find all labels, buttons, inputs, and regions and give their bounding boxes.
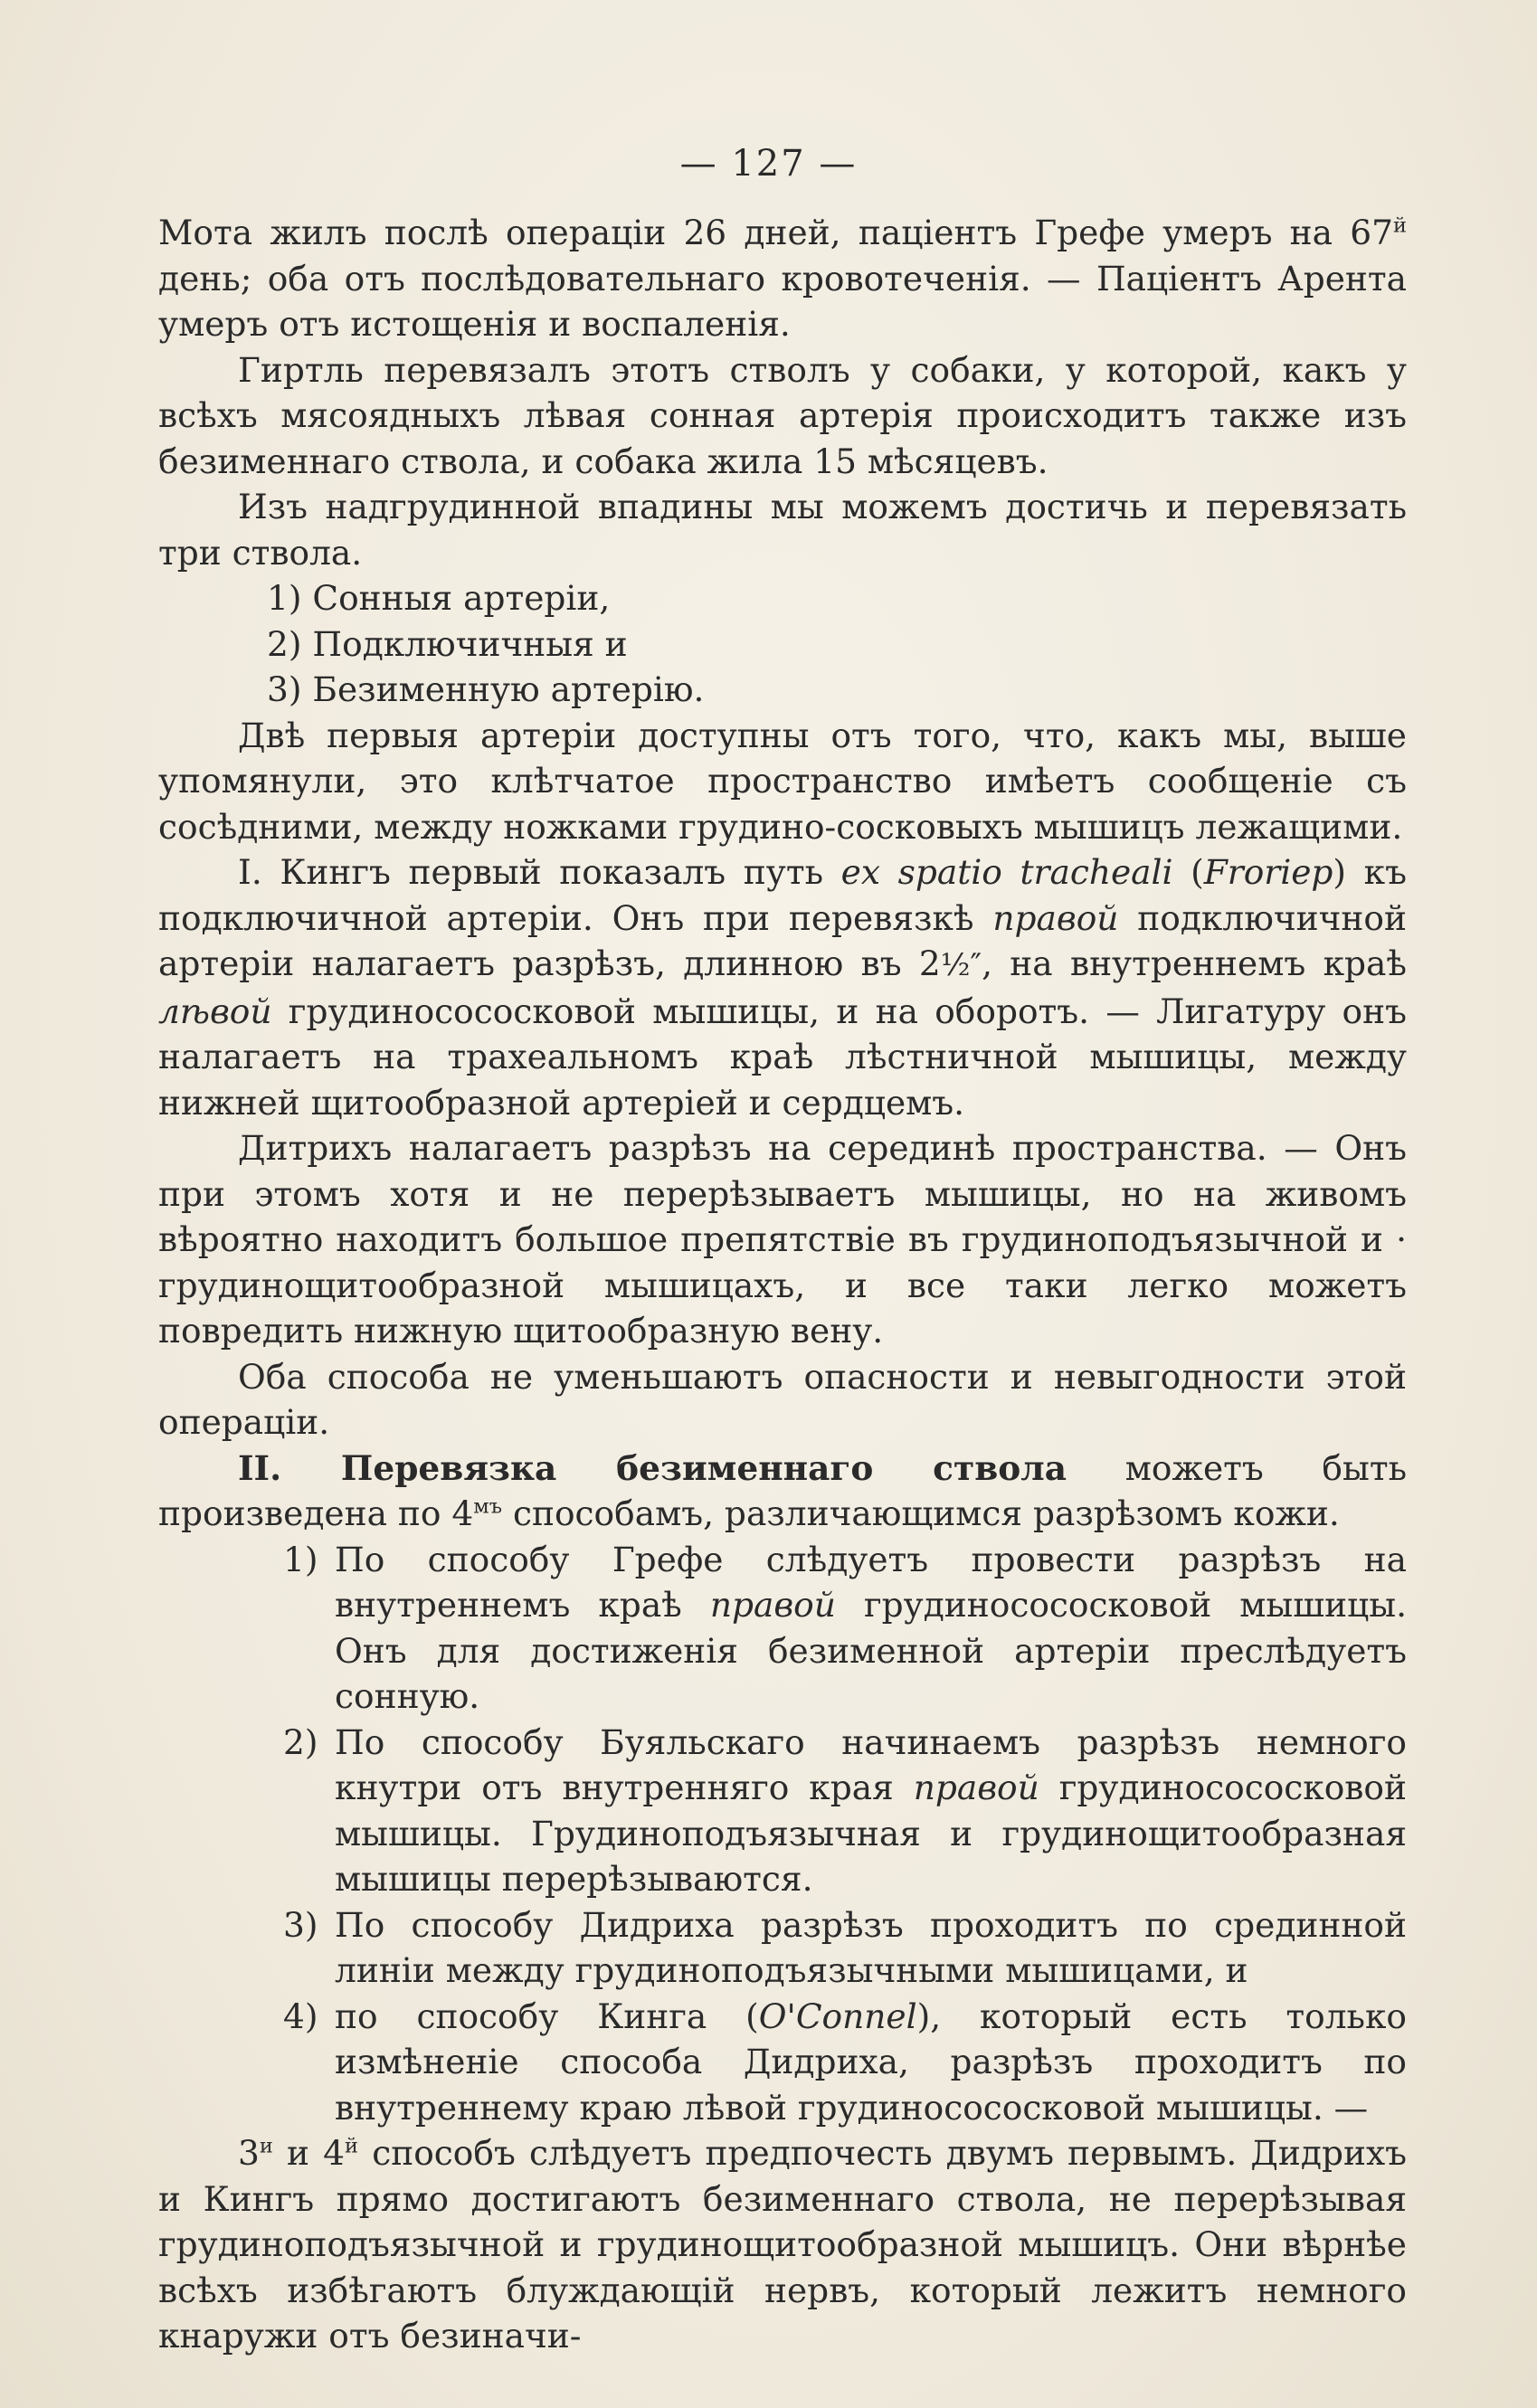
method-item <box>158 1537 1407 1720</box>
italic-phrase: O'Connel <box>758 1996 917 2036</box>
text-run: и 4 <box>272 2133 346 2173</box>
method-item <box>158 1720 1407 1902</box>
fraction: ½″ <box>940 947 982 982</box>
text-run: I. Кингъ первый показалъ путь <box>238 852 841 892</box>
text-run: ( <box>1172 852 1204 892</box>
text-run: грудиносососковой мышицы. Грудиноподъязычная и грудинощитообразная мышицы перерѣзываются. <box>335 1768 1407 1899</box>
text-run: способамъ, различающимся разрѣзомъ кожи. <box>502 1493 1340 1533</box>
method-item <box>158 1994 1407 2131</box>
item-number: 1) <box>283 1539 318 1579</box>
paragraph-3: Изъ надгрудинной впадины мы можемъ достичь и перевязать три ствола. <box>158 487 1407 573</box>
text-run: ), который есть только измѣненіе способа Дидриха, разрѣзъ проходитъ по внутреннему краю лѣвой грудиносососковой мышицы. — <box>335 1996 1407 2128</box>
text-run: По способу Дидриха разрѣзъ проходитъ по срединной линіи между грудиноподъязычными мышицами, и <box>335 1904 1407 1990</box>
text-run: грудиносососковой мышицы. Онъ для достиженія безименной артеріи преслѣдуетъ сонную. <box>335 1585 1408 1716</box>
paragraph-4: Двѣ первыя артеріи доступны отъ того, что, какъ мы, выше упомянули, это клѣтчатое пространство имѣетъ сообщеніе съ сосѣдними, между ножками грудино-сосковыхъ мышицъ лежащими. <box>158 715 1407 847</box>
text-run: способъ слѣдуетъ предпочесть двумъ первымъ. Дидрихъ и Кингъ прямо достигаютъ безименнаго ствола, не перерѣзывая грудиноподъязычной и грудинощитообразной мышицъ. Они вѣрнѣе всѣхъ избѣгаютъ блуждающій нервъ, который лежитъ немного кнаружи отъ безиначи- <box>158 2133 1407 2356</box>
list-item: 1) Сонныя артеріи, <box>267 578 611 618</box>
paragraph-9 <box>158 2130 1407 2359</box>
text-run: подключичной артеріи налагаетъ разрѣзъ, длинною въ 2 <box>158 897 1407 983</box>
italic-phrase: правой <box>913 1768 1039 1807</box>
method-item <box>158 1902 1407 1994</box>
paragraph-1 <box>158 210 1407 347</box>
section-heading: II. Перевязка безименнаго ствола <box>238 1447 1067 1488</box>
text-run: можетъ быть произведена по 4 <box>158 1447 1408 1533</box>
superscript: й <box>345 2134 359 2158</box>
list-item: 3) Безименную артерію. <box>267 669 705 709</box>
item-number: 4) <box>283 1996 318 2036</box>
superscript: мъ <box>473 1494 503 1519</box>
page-number: — 127 — <box>679 143 858 185</box>
item-number: 2) <box>283 1721 318 1762</box>
text-run: Мота жилъ послѣ операціи 26 дней, паціентъ Грефе умеръ на 67 <box>158 213 1393 252</box>
superscript: и <box>259 2134 273 2158</box>
italic-phrase: лѣвой <box>158 991 272 1031</box>
paragraph-5 <box>158 849 1407 1125</box>
text-run: 3 <box>238 2133 260 2173</box>
paragraph-6: Дитрихъ налагаетъ разрѣзъ на серединѣ пространства. — Онъ при этомъ хотя и не перерѣзываетъ мышицы, но на живомъ вѣроятно находитъ большое препятствіе въ грудиноподъязычной и · грудинощитообразной мышицахъ, и все таки легко можетъ повредить нижную щитообразную вену. <box>158 1128 1407 1351</box>
body-text <box>158 210 1407 2359</box>
italic-phrase: правой <box>709 1585 836 1625</box>
italic-phrase: ex spatio tracheali <box>840 852 1173 892</box>
list-item: 2) Подключичныя и <box>267 623 628 664</box>
paragraph-7: Оба способа не уменьшаютъ опасности и невыгодности этой операціи. <box>158 1356 1407 1442</box>
italic-phrase: правой <box>992 897 1119 938</box>
text-run: грудиносососковой мышицы, и на оборотъ. — Лигатуру онъ налагаетъ на трахеальномъ краѣ лѣстничной мышицы, между нижней щитообразной артеріей и сердцемъ. <box>158 991 1407 1123</box>
item-number: 3) <box>283 1904 318 1945</box>
superscript: й <box>1393 213 1407 238</box>
text-run: по способу Кинга ( <box>335 1996 759 2036</box>
text-run: , на внутреннемъ краѣ <box>982 943 1407 983</box>
paragraph-8 <box>158 1446 1407 1537</box>
italic-phrase: Froriep <box>1203 852 1333 892</box>
text-run: По способу Грефе слѣдуетъ провести разрѣзъ на внутреннемъ краѣ <box>335 1539 1407 1625</box>
text-run: ) къ подключичной артеріи. Онъ при перевязкѣ <box>158 852 1407 938</box>
text-run: день; оба отъ послѣдовательнаго кровотеченія. — Паціентъ Арента умеръ отъ истощенія и воспаленія. <box>158 258 1407 344</box>
paragraph-2: Гиртль перевязалъ этотъ стволъ у собаки, у которой, какъ у всѣхъ мясоядныхъ лѣвая сонная артерія происходитъ также изъ безименнаго ствола, и собака жила 15 мѣсяцевъ. <box>158 349 1407 481</box>
text-run: По способу Буяльскаго начинаемъ разрѣзъ немного кнутри отъ внутренняго края <box>335 1721 1407 1807</box>
